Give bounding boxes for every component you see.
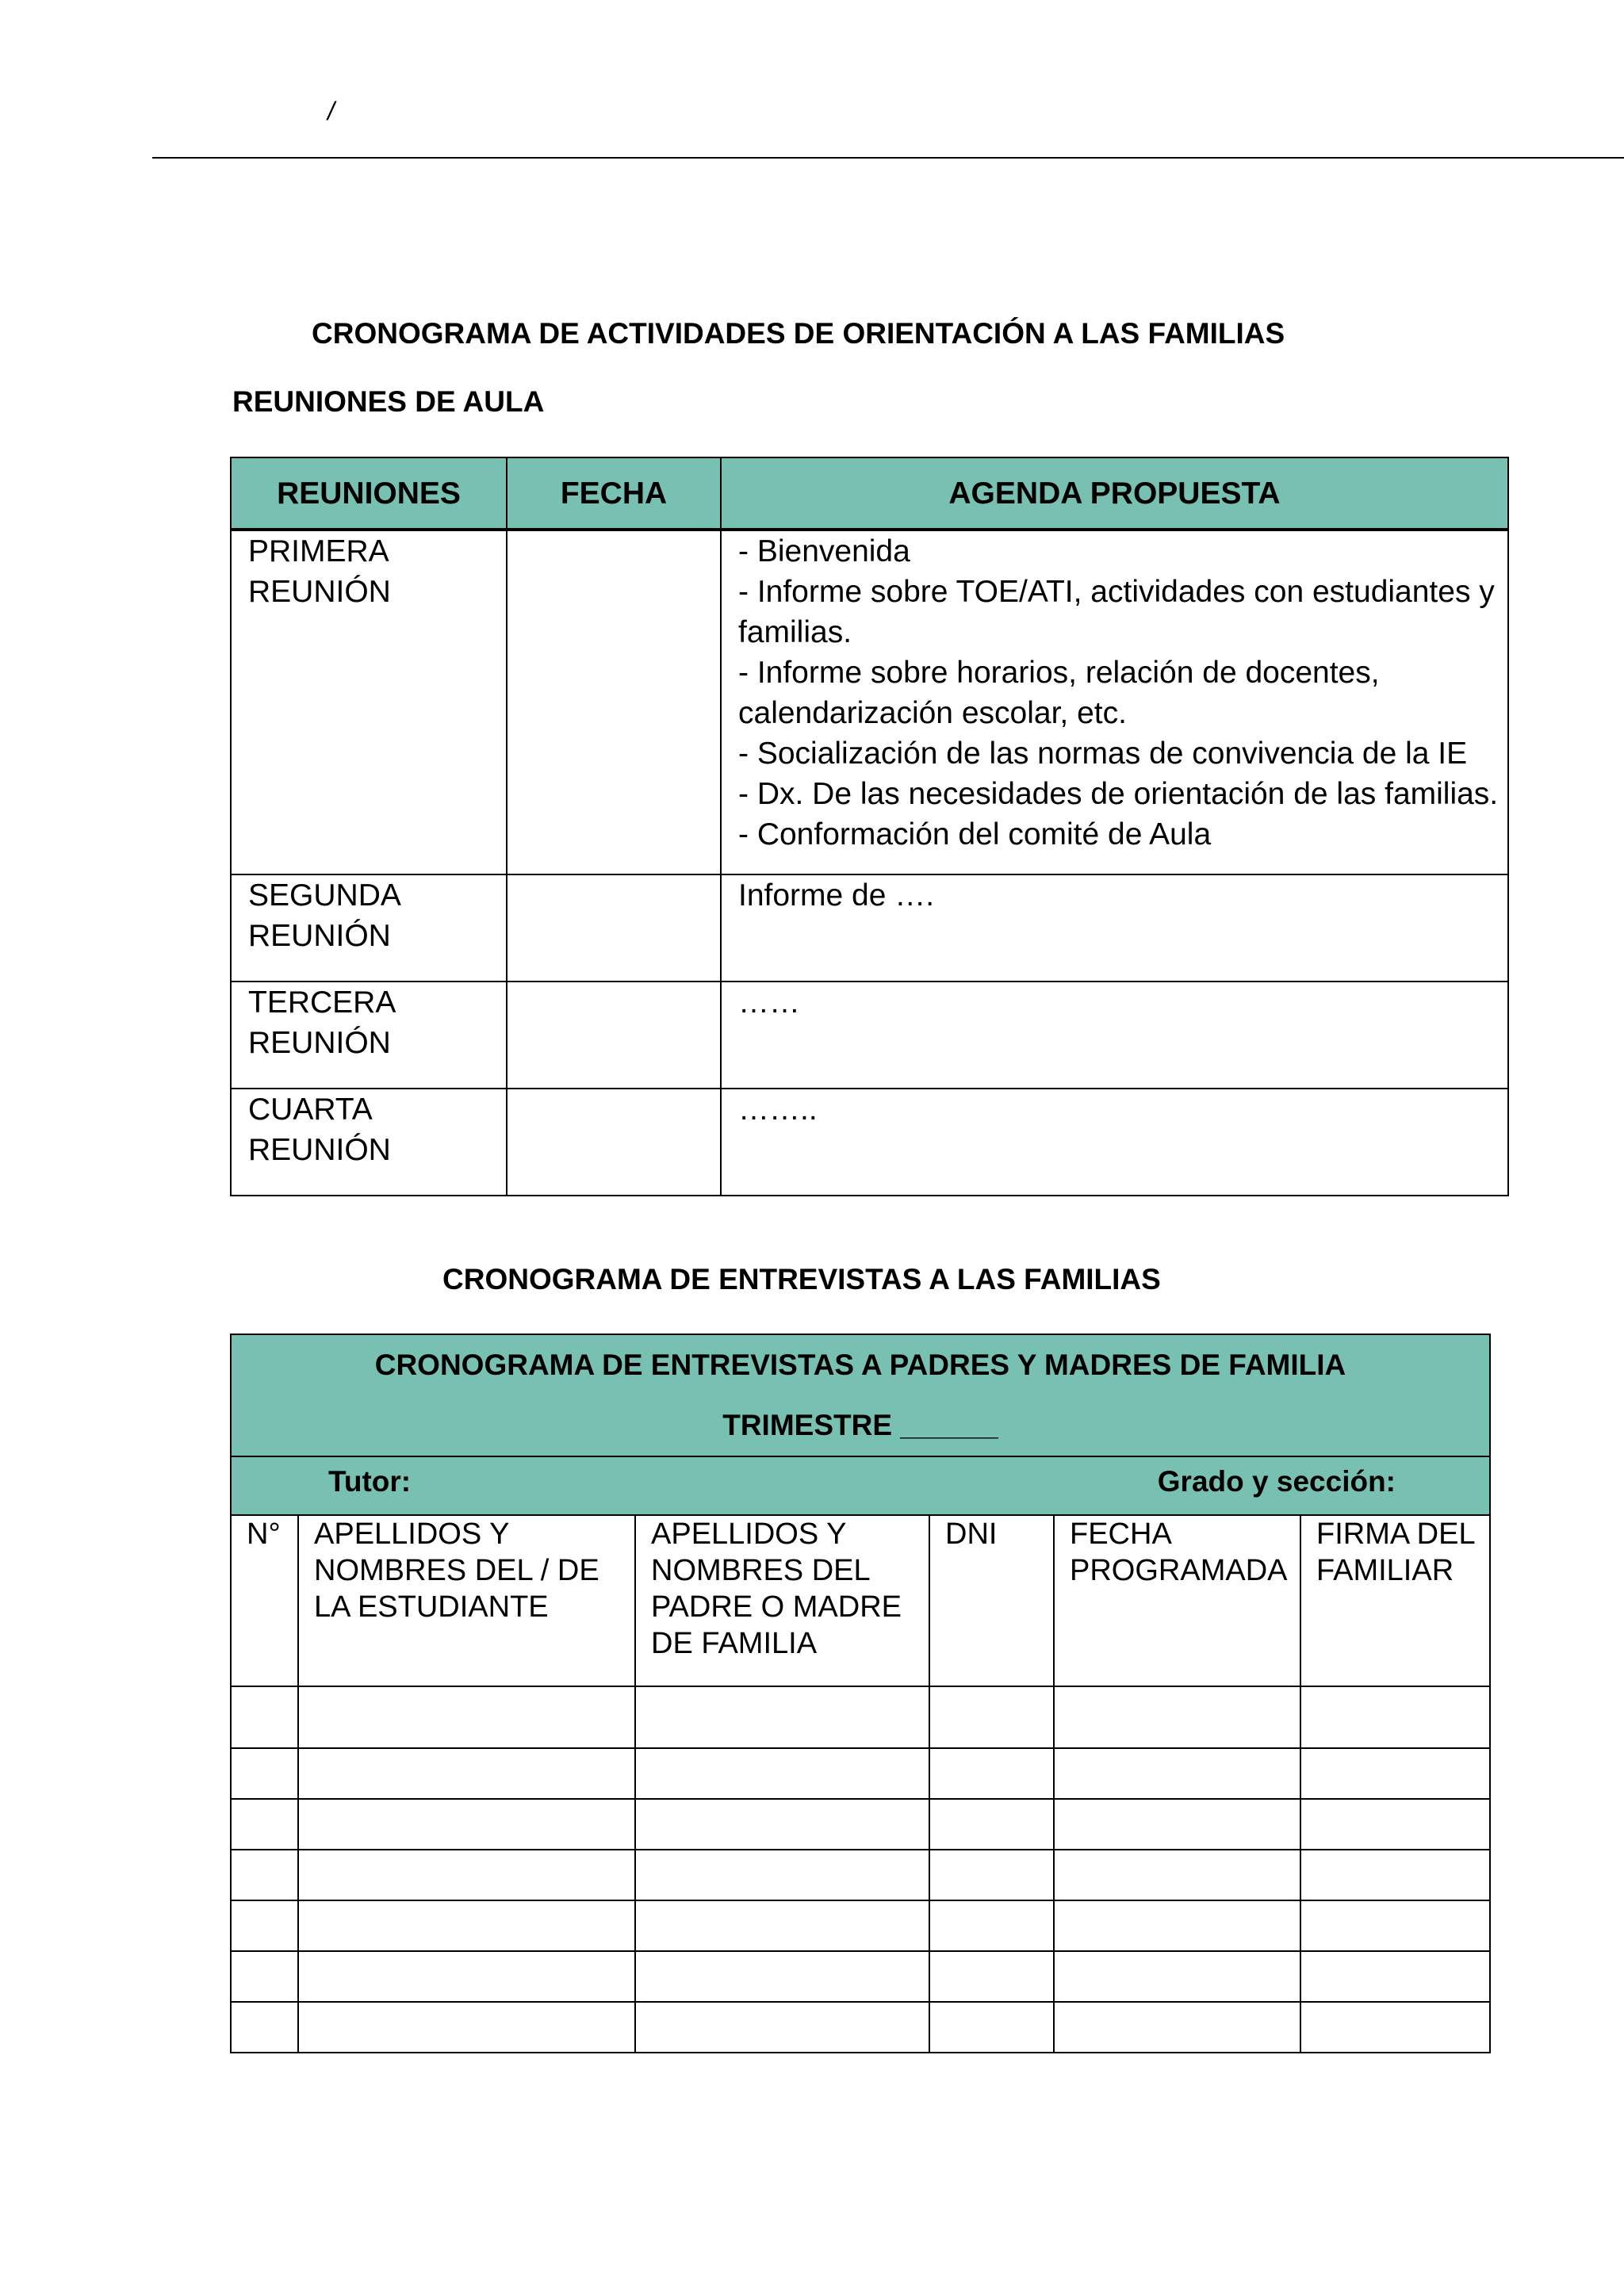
meetings-table xyxy=(230,457,1509,1196)
meeting-agenda xyxy=(721,1089,1508,1196)
col-line: NOMBRES DEL xyxy=(651,1554,871,1587)
table-cell[interactable] xyxy=(635,1900,929,1951)
col-reuniones: REUNIONES xyxy=(231,457,507,530)
col-line: FIRMA DEL xyxy=(1316,1517,1476,1551)
col-dni xyxy=(929,1515,1054,1686)
header-rule xyxy=(152,157,1624,159)
meeting-name-line: REUNIÓN xyxy=(248,1026,391,1060)
meeting-row-4 xyxy=(231,1089,1508,1196)
meeting-row-1 xyxy=(231,530,1508,874)
table-cell[interactable] xyxy=(298,1748,635,1799)
interviews-table xyxy=(230,1334,1491,2053)
meetings-header-row xyxy=(231,457,1508,530)
table-cell[interactable] xyxy=(929,1748,1054,1799)
schedule-title: CRONOGRAMA DE ACTIVIDADES DE ORIENTACIÓN A LAS FAMILIAS xyxy=(312,317,1285,350)
agenda-line: - Dx. De las necesidades de orientación de las familias. xyxy=(738,777,1499,811)
col-line: PROGRAMADA xyxy=(1070,1554,1288,1587)
col-line: DE FAMILIA xyxy=(651,1627,818,1660)
col-fecha-programada xyxy=(1054,1515,1300,1686)
col-line: N° xyxy=(247,1517,281,1551)
table-cell[interactable] xyxy=(929,2002,1054,2053)
table-cell[interactable] xyxy=(231,1686,298,1748)
table-cell[interactable] xyxy=(298,1799,635,1850)
table-cell[interactable] xyxy=(1300,1799,1490,1850)
table-cell[interactable] xyxy=(929,1951,1054,2002)
table-cell[interactable] xyxy=(929,1799,1054,1850)
table-cell[interactable] xyxy=(635,2002,929,2053)
table-row xyxy=(231,1951,1490,2002)
table-cell[interactable] xyxy=(231,1799,298,1850)
table-cell[interactable] xyxy=(1300,1686,1490,1748)
col-line: PADRE O MADRE xyxy=(651,1590,902,1624)
interviews-band-row xyxy=(231,1334,1490,1456)
table-cell[interactable] xyxy=(1300,1900,1490,1951)
meeting-agenda xyxy=(721,530,1508,874)
table-cell[interactable] xyxy=(231,1850,298,1900)
table-cell[interactable] xyxy=(635,1748,929,1799)
col-line: DNI xyxy=(945,1517,998,1551)
col-line: NOMBRES DEL / DE xyxy=(314,1554,599,1587)
table-cell[interactable] xyxy=(635,1799,929,1850)
table-cell[interactable] xyxy=(929,1686,1054,1748)
table-cell[interactable] xyxy=(635,1951,929,2002)
agenda-line: calendarización escolar, etc. xyxy=(738,696,1127,730)
meeting-agenda xyxy=(721,874,1508,982)
col-line: LA ESTUDIANTE xyxy=(314,1590,549,1624)
table-row xyxy=(231,2002,1490,2053)
table-cell[interactable] xyxy=(231,1748,298,1799)
meeting-name-line: TERCERA xyxy=(248,985,396,1020)
interviews-tutor-band xyxy=(231,1456,1490,1515)
col-estudiante xyxy=(298,1515,635,1686)
table-cell[interactable] xyxy=(1054,1951,1300,2002)
table-cell[interactable] xyxy=(1054,1900,1300,1951)
table-row xyxy=(231,1748,1490,1799)
agenda-line: Informe de …. xyxy=(738,878,935,913)
table-cell[interactable] xyxy=(231,2002,298,2053)
col-line: FECHA xyxy=(1070,1517,1172,1551)
meeting-date-cell[interactable] xyxy=(507,530,721,874)
meeting-name-line: REUNIÓN xyxy=(248,1133,391,1167)
meeting-row-2 xyxy=(231,874,1508,982)
col-line: APELLIDOS Y xyxy=(314,1517,510,1551)
col-agenda: AGENDA PROPUESTA xyxy=(721,457,1508,530)
meeting-date-cell[interactable] xyxy=(507,874,721,982)
table-cell[interactable] xyxy=(298,2002,635,2053)
col-numero xyxy=(231,1515,298,1686)
table-cell[interactable] xyxy=(635,1686,929,1748)
table-cell[interactable] xyxy=(635,1850,929,1900)
table-cell[interactable] xyxy=(929,1850,1054,1900)
table-cell[interactable] xyxy=(1054,1748,1300,1799)
meeting-name xyxy=(231,874,507,982)
tutor-label: Tutor: xyxy=(328,1465,412,1498)
table-cell[interactable] xyxy=(298,1951,635,2002)
interviews-header-row xyxy=(231,1515,1490,1686)
agenda-line: - Conformación del comité de Aula xyxy=(738,817,1212,851)
meeting-name-line: PRIMERA xyxy=(248,534,389,568)
table-row xyxy=(231,1850,1490,1900)
table-cell[interactable] xyxy=(1054,2002,1300,2053)
table-cell[interactable] xyxy=(1300,1951,1490,2002)
col-padre-madre xyxy=(635,1515,929,1686)
agenda-line: - Bienvenida xyxy=(738,534,910,568)
header-mark: / xyxy=(327,97,335,125)
col-line: FAMILIAR xyxy=(1316,1554,1454,1587)
col-line: APELLIDOS Y xyxy=(651,1517,847,1551)
meeting-name-line: REUNIÓN xyxy=(248,575,391,609)
agenda-line: - Informe sobre horarios, relación de docentes, xyxy=(738,656,1380,690)
table-cell[interactable] xyxy=(231,1951,298,2002)
meetings-subtitle: REUNIONES DE AULA xyxy=(232,385,545,418)
grado-label: Grado y sección: xyxy=(1157,1465,1396,1498)
band-title: CRONOGRAMA DE ENTREVISTAS A PADRES Y MADRES DE FAMILIA xyxy=(374,1349,1346,1381)
table-row xyxy=(231,1900,1490,1951)
col-firma xyxy=(1300,1515,1490,1686)
meeting-date-cell[interactable] xyxy=(507,982,721,1089)
table-cell[interactable] xyxy=(929,1900,1054,1951)
meeting-date-cell[interactable] xyxy=(507,1089,721,1196)
table-cell[interactable] xyxy=(298,1900,635,1951)
table-cell[interactable] xyxy=(1054,1850,1300,1900)
table-row xyxy=(231,1799,1490,1850)
table-row xyxy=(231,1686,1490,1748)
table-cell[interactable] xyxy=(1054,1799,1300,1850)
table-cell[interactable] xyxy=(298,1850,635,1900)
table-cell[interactable] xyxy=(298,1686,635,1748)
interviews-title: CRONOGRAMA DE ENTREVISTAS A LAS FAMILIAS xyxy=(442,1263,1161,1295)
agenda-line: - Informe sobre TOE/ATI, actividades con estudiantes y xyxy=(738,575,1495,609)
agenda-line: …… xyxy=(738,985,800,1020)
meeting-name xyxy=(231,982,507,1089)
meeting-name-line: REUNIÓN xyxy=(248,919,391,953)
meeting-name xyxy=(231,1089,507,1196)
agenda-line: familias. xyxy=(738,615,852,649)
interviews-band-title xyxy=(231,1334,1490,1456)
table-cell[interactable] xyxy=(1300,1850,1490,1900)
table-cell[interactable] xyxy=(1300,2002,1490,2053)
table-cell[interactable] xyxy=(1054,1686,1300,1748)
col-fecha: FECHA xyxy=(507,457,721,530)
interviews-tutor-row xyxy=(231,1456,1490,1515)
table-cell[interactable] xyxy=(231,1900,298,1951)
meeting-name-line: CUARTA xyxy=(248,1093,373,1127)
meeting-name-line: SEGUNDA xyxy=(248,878,401,913)
meeting-name xyxy=(231,530,507,874)
trimestre-label: TRIMESTRE ______ xyxy=(722,1409,998,1441)
agenda-line: - Socialización de las normas de convivencia de la IE xyxy=(738,737,1468,771)
agenda-line: …….. xyxy=(738,1093,818,1127)
meeting-agenda xyxy=(721,982,1508,1089)
table-cell[interactable] xyxy=(1300,1748,1490,1799)
meeting-row-3 xyxy=(231,982,1508,1089)
